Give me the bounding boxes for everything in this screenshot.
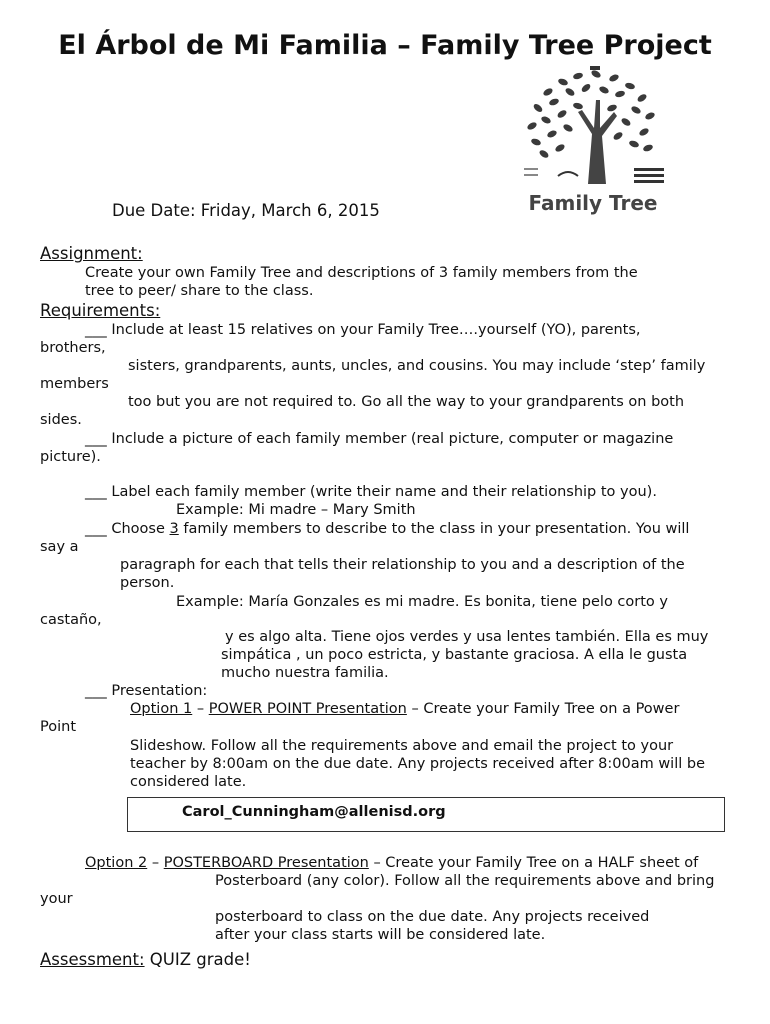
- due-date: Due Date: Friday, March 6, 2015: [112, 201, 380, 220]
- option-1-line: teacher by 8:00am on the due date. Any projects received after 8:00am will be: [130, 756, 705, 772]
- assignment-line: tree to peer/ share to the class.: [85, 283, 314, 299]
- assessment-heading: Assessment:: [40, 950, 145, 969]
- requirement-4-line: [85, 520, 689, 538]
- requirement-4-number: 3: [169, 521, 179, 537]
- option-2-separator: –: [147, 855, 164, 871]
- family-tree-logo-icon: [518, 64, 668, 216]
- logo-caption: Family Tree: [528, 191, 658, 215]
- requirements-heading: Requirements:: [40, 301, 161, 320]
- option-1-line: Slideshow. Follow all the requirements above and email the project to your: [130, 738, 674, 754]
- requirement-3-line: ___ Label each family member (write their name and their relationship to you).: [85, 484, 657, 500]
- option-2-line: posterboard to class on the due date. Any projects received: [215, 909, 650, 925]
- option-1-separator: –: [192, 701, 209, 717]
- option-1-name: POWER POINT Presentation: [208, 701, 407, 717]
- requirement-1-line: sides.: [40, 412, 82, 428]
- option-1-label: Option 1: [130, 701, 193, 717]
- requirement-4-rest: family members to describe to the class in your presentation. You will: [178, 521, 690, 537]
- email-box: [127, 797, 725, 832]
- requirement-4-line: person.: [120, 575, 175, 591]
- option-2-line: Posterboard (any color). Follow all the requirements above and bring: [215, 873, 715, 889]
- assessment-value: QUIZ grade!: [144, 950, 251, 969]
- assignment-heading: Assignment:: [40, 244, 143, 263]
- option-2-line: your: [40, 891, 73, 907]
- requirement-4-example: simpática , un poco estricta, y bastante graciosa. A ella le gusta: [221, 647, 688, 663]
- requirement-4-prefix: ___ Choose: [85, 521, 170, 537]
- requirement-3-example: Example: Mi madre – Mary Smith: [176, 502, 416, 518]
- option-2-line: after your class starts will be considered late.: [215, 927, 546, 943]
- option-1-line: [130, 700, 679, 718]
- option-2-rest: – Create your Family Tree on a HALF sheet of: [368, 855, 699, 871]
- requirement-1-line: brothers,: [40, 340, 106, 356]
- option-1-rest: – Create your Family Tree on a Power: [406, 701, 680, 717]
- requirement-2-line: ___ Include a picture of each family member (real picture, computer or magazine: [85, 431, 674, 447]
- teacher-email: Carol_Cunningham@allenisd.org: [182, 804, 446, 820]
- requirement-4-example: castaño,: [40, 612, 102, 628]
- page-title: El Árbol de Mi Familia – Family Tree Project: [58, 30, 712, 61]
- requirement-1-line: members: [40, 376, 109, 392]
- requirement-4-line: say a: [40, 539, 79, 555]
- requirement-4-example: y es algo alta. Tiene ojos verdes y usa lentes también. Ella es muy: [225, 629, 709, 645]
- option-2-line: [85, 854, 698, 872]
- option-1-line: Point: [40, 719, 77, 735]
- requirement-4-line: paragraph for each that tells their relationship to you and a description of the: [120, 557, 685, 573]
- requirement-1-line: sisters, grandparents, aunts, uncles, and cousins. You may include ‘step’ family: [128, 358, 706, 374]
- option-2-name: POSTERBOARD Presentation: [163, 855, 369, 871]
- requirement-4-example: Example: María Gonzales es mi madre. Es bonita, tiene pelo corto y: [176, 594, 668, 610]
- requirement-1-line: ___ Include at least 15 relatives on your Family Tree….yourself (YO), parents,: [85, 322, 641, 338]
- requirement-1-line: too but you are not required to. Go all the way to your grandparents on both: [128, 394, 685, 410]
- requirement-2-line: picture).: [40, 449, 101, 465]
- assignment-line: Create your own Family Tree and descriptions of 3 family members from the: [85, 265, 638, 281]
- requirement-4-example: mucho nuestra familia.: [221, 665, 389, 681]
- option-2-label: Option 2: [85, 855, 148, 871]
- presentation-label: ___ Presentation:: [85, 683, 208, 699]
- option-1-line: considered late.: [130, 774, 247, 790]
- assessment-line: [40, 950, 251, 970]
- family-tree-logo: [518, 64, 668, 216]
